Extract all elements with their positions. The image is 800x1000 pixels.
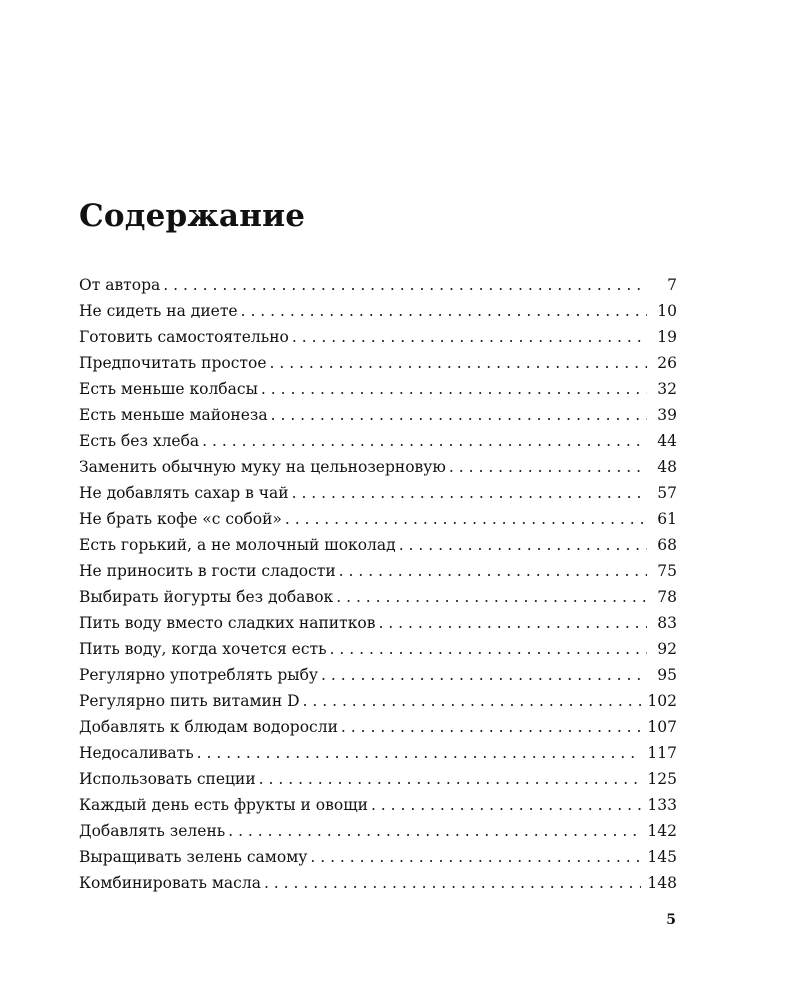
toc-entry-page: 145 <box>647 848 677 866</box>
toc-entry-title: Добавлять зелень <box>79 822 226 840</box>
toc-entry-title: Не брать кофе «с собой» <box>79 510 282 528</box>
toc-entry-title: От автора <box>79 276 161 294</box>
toc-dot-leader <box>292 324 647 350</box>
toc-dot-leader <box>259 766 642 792</box>
toc-entry-page: 57 <box>657 484 677 502</box>
toc-entry <box>79 688 677 714</box>
toc-dot-leader <box>197 740 642 766</box>
toc-entry-title: Каждый день есть фрукты и овощи <box>79 796 368 814</box>
toc-entry-title: Заменить обычную муку на цельнозерновую <box>79 458 446 476</box>
toc-dot-leader <box>310 844 641 870</box>
toc-entry <box>79 532 677 558</box>
toc-entry-page: 125 <box>647 770 677 788</box>
toc-entry <box>79 454 677 480</box>
toc-dot-leader <box>202 428 647 454</box>
toc-entry-title: Есть без хлеба <box>79 432 200 450</box>
toc-dot-leader <box>378 610 647 636</box>
toc-entry-page: 83 <box>657 614 677 632</box>
toc-entry-title: Добавлять к блюдам водоросли <box>79 718 338 736</box>
toc-dot-leader <box>285 506 647 532</box>
toc-entry-page: 68 <box>657 536 677 554</box>
toc-dot-leader <box>228 818 641 844</box>
toc-entry-page: 26 <box>657 354 677 372</box>
toc-entry <box>79 376 677 402</box>
toc-entry-page: 102 <box>647 692 677 710</box>
toc-entry-page: 117 <box>647 744 677 762</box>
toc-entry <box>79 402 677 428</box>
toc-entry <box>79 662 677 688</box>
toc-entry <box>79 818 677 844</box>
toc-dot-leader <box>261 376 647 402</box>
toc-dot-leader <box>330 636 647 662</box>
toc-entry <box>79 870 677 896</box>
toc-entry-page: 95 <box>657 666 677 684</box>
toc-entry-title: Выращивать зелень самому <box>79 848 308 866</box>
toc-entry-title: Выбирать йогурты без добавок <box>79 588 334 606</box>
toc-entry <box>79 792 677 818</box>
toc-entry-title: Комбинировать масла <box>79 874 261 892</box>
toc-entry <box>79 324 677 350</box>
toc-entry-page: 133 <box>647 796 677 814</box>
toc-entry <box>79 506 677 532</box>
toc-entry-title: Есть меньше колбасы <box>79 380 258 398</box>
toc-dot-leader <box>270 350 648 376</box>
toc-dot-leader <box>292 480 647 506</box>
toc-entry-page: 32 <box>657 380 677 398</box>
toc-entry-title: Есть меньше майонеза <box>79 406 268 424</box>
toc-entry <box>79 298 677 324</box>
toc-dot-leader <box>339 558 647 584</box>
page-title: Содержание <box>79 198 306 234</box>
toc-entry <box>79 636 677 662</box>
toc-entry <box>79 740 677 766</box>
toc-entry <box>79 558 677 584</box>
toc-dot-leader <box>341 714 642 740</box>
toc-entry-title: Есть горький, а не молочный шоколад <box>79 536 396 554</box>
toc-entry-page: 107 <box>647 718 677 736</box>
toc-dot-leader <box>371 792 641 818</box>
page-number: 5 <box>666 912 676 928</box>
toc-dot-leader <box>271 402 647 428</box>
toc-dot-leader <box>241 298 647 324</box>
toc-entry <box>79 714 677 740</box>
toc-entry <box>79 844 677 870</box>
toc-dot-leader <box>321 662 647 688</box>
toc-dot-leader <box>303 688 642 714</box>
toc-entry-page: 39 <box>657 406 677 424</box>
toc-entry-title: Предпочитать простое <box>79 354 267 372</box>
toc-entry-title: Регулярно употреблять рыбу <box>79 666 319 684</box>
toc-entry <box>79 428 677 454</box>
toc-entry-page: 78 <box>657 588 677 606</box>
toc-entry-title: Готовить самостоятельно <box>79 328 289 346</box>
toc-entry-page: 142 <box>647 822 677 840</box>
toc-entry <box>79 610 677 636</box>
toc-entry-page: 44 <box>657 432 677 450</box>
toc-entry-page: 92 <box>657 640 677 658</box>
toc-dot-leader <box>449 454 647 480</box>
toc-entry-title: Не приносить в гости сладости <box>79 562 336 580</box>
toc-entry-title: Пить воду, когда хочется есть <box>79 640 327 658</box>
table-of-contents <box>79 272 677 896</box>
toc-dot-leader <box>336 584 647 610</box>
toc-entry <box>79 350 677 376</box>
toc-entry-title: Не сидеть на диете <box>79 302 238 320</box>
toc-entry-title: Регулярно пить витамин D <box>79 692 300 710</box>
toc-entry-page: 10 <box>657 302 677 320</box>
toc-entry-page: 148 <box>647 874 677 892</box>
toc-entry-title: Недосаливать <box>79 744 194 762</box>
toc-entry <box>79 272 677 298</box>
toc-entry-page: 75 <box>657 562 677 580</box>
toc-entry-page: 61 <box>657 510 677 528</box>
toc-entry-title: Не добавлять сахар в чай <box>79 484 289 502</box>
toc-entry-page: 19 <box>657 328 677 346</box>
toc-entry-title: Использовать специи <box>79 770 256 788</box>
toc-dot-leader <box>399 532 647 558</box>
toc-dot-leader <box>163 272 647 298</box>
toc-entry-page: 7 <box>667 276 677 294</box>
toc-entry-title: Пить воду вместо сладких напитков <box>79 614 376 632</box>
toc-entry <box>79 480 677 506</box>
toc-entry <box>79 584 677 610</box>
toc-dot-leader <box>264 870 641 896</box>
toc-entry-page: 48 <box>657 458 677 476</box>
toc-entry <box>79 766 677 792</box>
